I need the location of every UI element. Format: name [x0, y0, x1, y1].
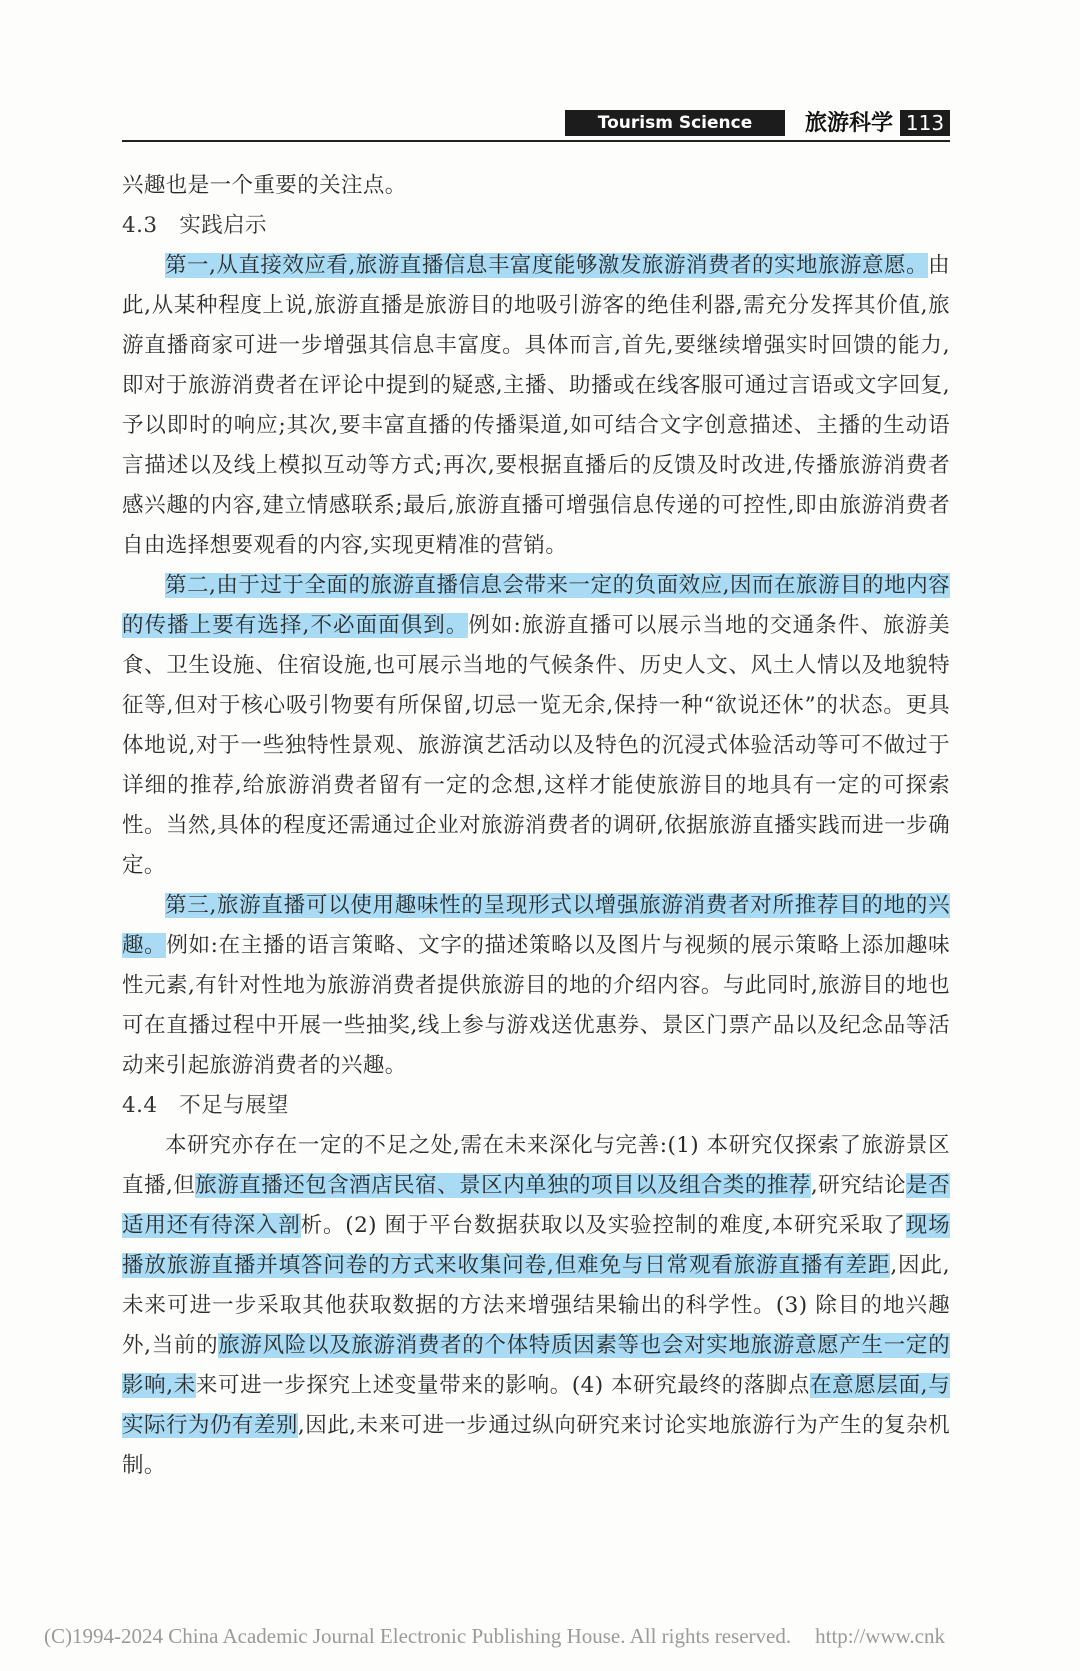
paragraph-text: 由此,从某种程度上说,旅游直播是旅游目的地吸引游客的绝佳利器,需充分发挥其价值,旅游直播商家可进一步增强其信息丰富度。具体而言,首先,要继续增强实时回馈的能力,即对于旅游消费者在评论中提到的疑惑,主播、助播或在线客服可通过言语或文字回复,予以即时的响应;其次,要丰富直播的传播渠道,如可结合文字创意描述、主播的生动语言描述以及线上模拟互动等方式;再次,要根据直播后的反馈及时改进,传播旅游消费者感兴趣的内容,建立情感联系;最后,旅游直播可增强信息传递的可控性,即由旅游消费者自由选择想要观看的内容,实现更精准的营销。 — [122, 253, 950, 558]
section-heading-4-3: 4.3 实践启示 — [122, 213, 267, 238]
highlighted-text: 在意愿层面,与实际行为仍有差别 — [122, 1373, 951, 1438]
paragraph-continued: 兴趣也是一个重要的关注点。 — [122, 173, 407, 198]
paragraph-limitations — [122, 1126, 950, 1486]
page-number: 113 — [900, 110, 950, 136]
journal-title-en: Tourism Science — [565, 110, 785, 136]
paragraph-text: 析。(2) 囿于平台数据获取以及实验控制的难度,本研究采取了 — [300, 1213, 906, 1238]
highlighted-text: 旅游直播还包含酒店民宿、景区内单独的项目以及组合类的推荐 — [195, 1173, 811, 1198]
highlighted-text: 现场播放旅游直播并填答问卷的方式来收集问卷,但难免与日常观看旅游直播有差距 — [122, 1213, 950, 1278]
paragraph-text: 来可进一步探究上述变量带来的影响。(4) 本研究最终的落脚点 — [195, 1373, 811, 1398]
highlighted-text: 旅游风险以及旅游消费者的个体特质因素等也会对实地旅游意愿产生一定的影响,未 — [122, 1333, 950, 1398]
journal-title-cn: 旅游科学 — [804, 110, 893, 136]
paragraph-second-point — [122, 566, 950, 886]
paragraph-text: ,因此,未来可进一步采取其他获取数据的方法来增强结果输出的科学性。(3) 除目的地兴趣外,当前的 — [122, 1253, 950, 1358]
paragraph-text: 例如:在主播的语言策略、文字的描述策略以及图片与视频的展示策略上添加趣味性元素,有针对性地为旅游消费者提供旅游目的地的介绍内容。与此同时,旅游目的地也可在直播过程中开展一些抽奖,线上参与游戏送优惠券、景区门票产品以及纪念品等活动来引起旅游消费者的兴趣。 — [122, 933, 950, 1078]
footer-url[interactable]: http://www.cnk — [815, 1624, 946, 1648]
running-header — [122, 110, 950, 142]
paragraph-text: 本研究亦存在一定的不足之处,需在未来深化与完善:(1) 本研究仅探索了旅游景区直播,但 — [122, 1133, 950, 1198]
article-body — [122, 166, 950, 1486]
paragraph-text: ,研究结论 — [810, 1173, 907, 1198]
paragraph-text: ,因此,未来可进一步通过纵向研究来讨论实地旅游行为产生的复杂机制。 — [122, 1413, 951, 1478]
paragraph-third-point — [122, 886, 950, 1086]
copyright-text: (C)1994-2024 China Academic Journal Electronic Publishing House. All rights reserved. — [44, 1624, 792, 1648]
highlighted-text: 是否适用还有待深入剖 — [122, 1173, 951, 1238]
highlighted-text: 第二,由于过于全面的旅游直播信息会带来一定的负面效应,因而在旅游目的地内容的传播上要有选择,不必面面俱到。 — [122, 573, 950, 638]
paragraph-text: 例如:旅游直播可以展示当地的交通条件、旅游美食、卫生设施、住宿设施,也可展示当地的气候条件、历史人文、风土人情以及地貌特征等,但对于核心吸引物要有所保留,切忌一览无余,保持一种“欲说还休”的状态。更具体地说,对于一些独特性景观、旅游演艺活动以及特色的沉浸式体验活动等可不做过于详细的推荐,给旅游消费者留有一定的念想,这样才能使旅游目的地具有一定的可探索性。当然,具体的程度还需通过企业对旅游消费者的调研,依据旅游直播实践而进一步确定。 — [122, 613, 950, 878]
highlighted-text: 第三,旅游直播可以使用趣味性的呈现形式以增强旅游消费者对所推荐目的地的兴趣。 — [122, 893, 950, 958]
section-heading-4-4: 4.4 不足与展望 — [122, 1093, 289, 1118]
highlighted-text: 第一,从直接效应看,旅游直播信息丰富度能够激发旅游消费者的实地旅游意愿。 — [165, 253, 929, 278]
paragraph-first-point — [122, 246, 950, 566]
copyright-footer — [44, 1624, 1080, 1649]
